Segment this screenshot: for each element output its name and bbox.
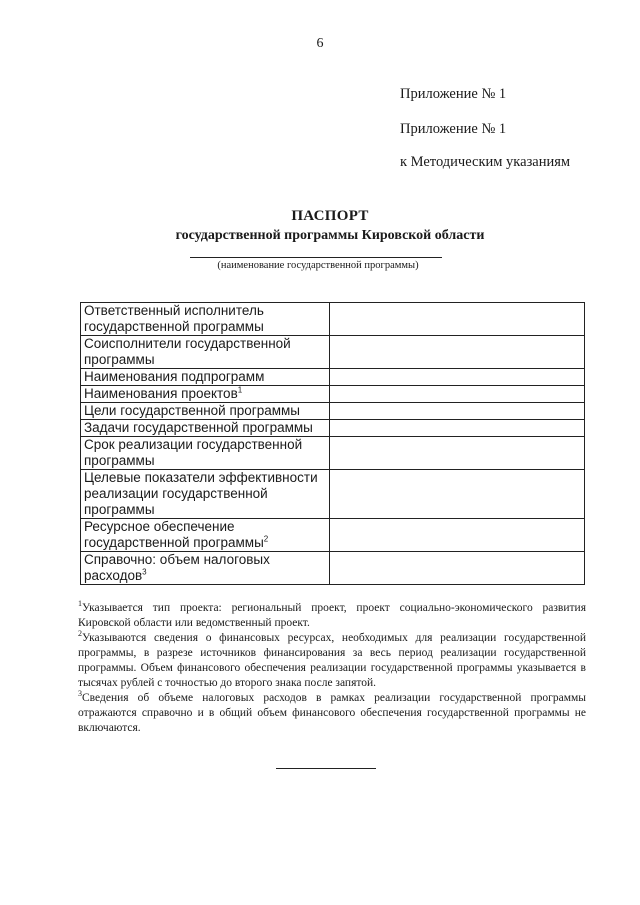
row-value-cell <box>329 519 584 552</box>
document-subtitle: государственной программы Кировской области <box>175 228 485 243</box>
annex-label-2: Приложение № 1 <box>400 121 507 137</box>
footnotes <box>78 601 586 736</box>
footnote-ref: 1 <box>237 385 243 395</box>
row-label: Цели государственной программы <box>81 403 330 420</box>
passport-row-projects <box>81 386 585 403</box>
passport-row-tasks <box>81 420 585 437</box>
row-value-cell <box>329 552 584 585</box>
footnote-1: $^1$Указывается тип проекта: региональный проект, проект социально-экономического развития Кировской области или ведомственный проект. <box>78 599 586 629</box>
row-value-cell <box>329 437 584 470</box>
row-label: Наименования проектов$^1$ <box>81 386 330 403</box>
row-label: Справочно: объем налоговых расходов$^3$ <box>81 552 330 585</box>
row-value-cell <box>329 420 584 437</box>
footnote-3: $^3$Сведения об объеме налоговых расходов в рамках реализации государственной программы отражаются справочно и в общий объем финансового обеспечения государственной программы не включаются. <box>78 689 586 734</box>
document-title: ПАСПОРТ <box>291 208 369 224</box>
row-label: Ответственный исполнитель государственной программы <box>81 303 330 336</box>
row-label: Ресурсное обеспечение государственной программы$^2$ <box>81 519 330 552</box>
footnote-ref: 3 <box>142 567 147 577</box>
passport-row-goals <box>81 403 585 420</box>
passport-row-tax-expenditures <box>81 552 585 585</box>
row-value-cell <box>329 369 584 386</box>
passport-row-period <box>81 437 585 470</box>
program-name-line <box>190 257 442 258</box>
row-label: Целевые показатели эффективности реализации государственной программы <box>81 470 330 519</box>
program-name-caption: (наименование государственной программы) <box>217 260 419 271</box>
row-label: Наименования подпрограмм <box>81 369 330 386</box>
row-value-cell <box>329 386 584 403</box>
footnote-2: $^2$Указываются сведения о финансовых ресурсах, необходимых для реализации государственной программы, в разрезе источников финансирования за весь период реализации государственной программы. Объем финансового обеспечения реализации государственной программы указывается в тысячах рублей с точностью до второго знака после запятой. <box>78 629 586 689</box>
row-value-cell <box>329 303 584 336</box>
passport-table <box>80 302 585 585</box>
end-separator-line <box>276 768 376 769</box>
row-value-cell <box>329 403 584 420</box>
page-number: 6 <box>316 36 324 51</box>
passport-row-subprograms <box>81 369 585 386</box>
annex-reference: к Методическим указаниям <box>400 154 571 170</box>
passport-row-responsible <box>81 303 585 336</box>
annex-label-1: Приложение № 1 <box>400 86 507 102</box>
row-label: Срок реализации государственной программы <box>81 437 330 470</box>
footnote-ref: 2 <box>263 534 269 544</box>
passport-row-resources <box>81 519 585 552</box>
passport-row-coexecutors <box>81 336 585 369</box>
row-value-cell <box>329 470 584 519</box>
row-label: Задачи государственной программы <box>81 420 330 437</box>
row-value-cell <box>329 336 584 369</box>
row-label: Соисполнители государственной программы <box>81 336 330 369</box>
passport-row-indicators <box>81 470 585 519</box>
